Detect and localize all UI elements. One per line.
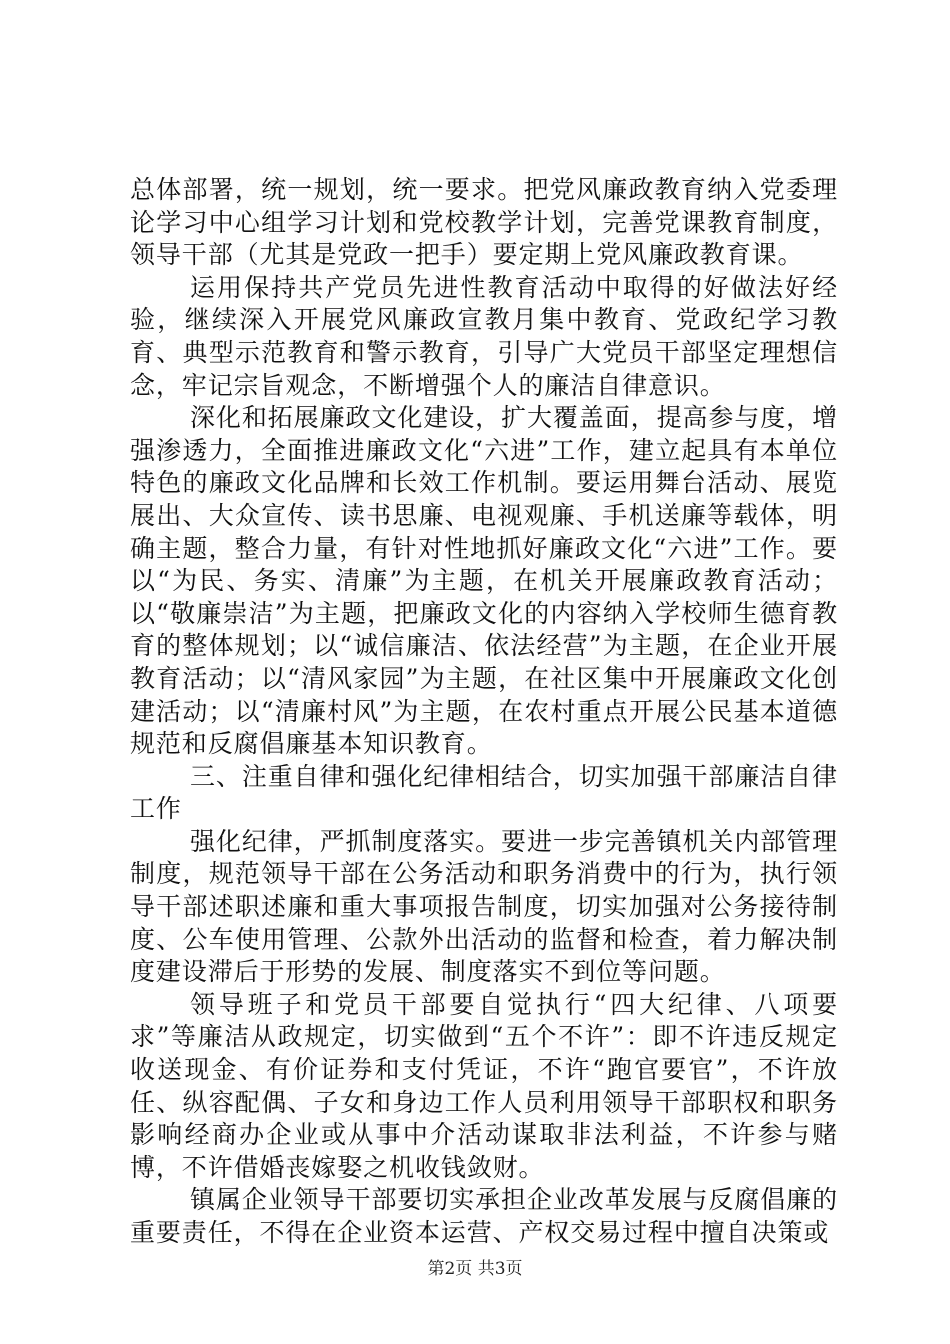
page-number: 第2页 共3页 xyxy=(427,1259,523,1279)
paragraph-5: 强化纪律，严抓制度落实。要进一步完善镇机关内部管理制度，规范领导干部在公务活动和职务消费中的行为，执行领导干部述职述廉和重大事项报告制度，切实加强对公务接待制度、公车使用管理、公款外出活动的监督和检查，着力解决制度建设滞后于形势的发展、制度落实不到位等问题。 xyxy=(130,826,838,987)
page-footer xyxy=(0,1258,950,1280)
paragraph-7: 镇属企业领导干部要切实承担企业改革发展与反腐倡廉的重要责任，不得在企业资本运营、产权交易过程中擅自决策或 xyxy=(130,1185,838,1247)
paragraph-3: 深化和拓展廉政文化建设，扩大覆盖面，提高参与度，增强渗透力，全面推进廉政文化“六进”工作，建立起具有本单位特色的廉政文化品牌和长效工作机制。要运用舞台活动、展览展出、大众宣传、读书思廉、电视观廉、手机送廉等载体，明确主题，整合力量，有针对性地抓好廉政文化“六进”工作。要以“为民、务实、清廉”为主题，在机关开展廉政教育活动；以“敬廉崇洁”为主题，把廉政文化的内容纳入学校师生德育教育的整体规划；以“诚信廉洁、依法经营”为主题，在企业开展教育活动；以“清风家园”为主题，在社区集中开展廉政文化创建活动；以“清廉村风”为主题，在农村重点开展公民基本道德规范和反腐倡廉基本知识教育。 xyxy=(130,403,838,759)
paragraph-6: 领导班子和党员干部要自觉执行“四大纪律、八项要求”等廉洁从政规定，切实做到“五个不许”：即不许违反规定收送现金、有价证券和支付凭证，不许“跑官要官”，不许放任、纵容配偶、子女和身边工作人员利用领导干部职权和职务影响经商办企业或从事中介活动谋取非法利益，不许参与赌博，不许借婚丧嫁娶之机收钱敛财。 xyxy=(130,989,838,1182)
document-body xyxy=(130,174,838,1250)
paragraph-1: 总体部署，统一规划，统一要求。把党风廉政教育纳入党委理论学习中心组学习计划和党校教学计划，完善党课教育制度，领导干部（尤其是党政一把手）要定期上党风廉政教育课。 xyxy=(130,175,838,270)
paragraph-2: 运用保持共产党员先进性教育活动中取得的好做法好经验，继续深入开展党风廉政宣教月集中教育、党政纪学习教育、典型示范教育和警示教育，引导广大党员干部坚定理想信念，牢记宗旨观念，不断增强个人的廉洁自律意识。 xyxy=(130,272,838,400)
section-heading-3: 三、注重自律和强化纪律相结合，切实加强干部廉洁自律工作 xyxy=(130,761,838,824)
